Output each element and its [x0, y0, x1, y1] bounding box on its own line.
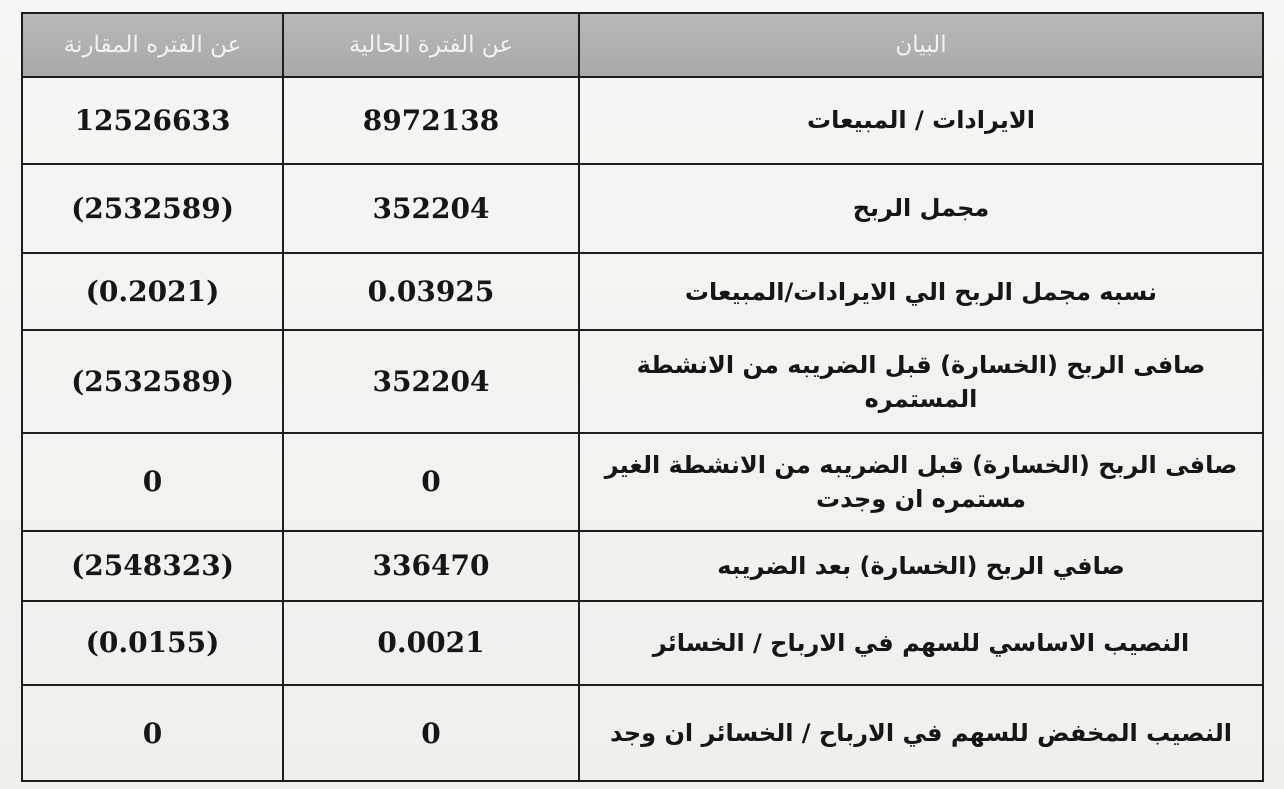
table-row: [22, 164, 1263, 254]
current-value-cell: 8972138: [283, 77, 579, 164]
header-current-period: عن الفترة الحالية: [283, 13, 579, 77]
comparative-value-cell: 0: [22, 433, 283, 531]
current-value-cell: 336470: [283, 531, 579, 601]
current-value-cell: 0.0021: [283, 601, 579, 685]
comparative-value-cell: (0.0155): [22, 601, 283, 685]
table-row: [22, 433, 1263, 531]
header-comparative-period: عن الفتره المقارنة: [22, 13, 283, 77]
comparative-value-cell: (2548323): [22, 531, 283, 601]
description-cell: نسبه مجمل الربح الي الايرادات/المبيعات: [579, 253, 1263, 330]
table-row: [22, 531, 1263, 601]
current-value-cell: 352204: [283, 330, 579, 432]
description-cell: صافي الربح (الخسارة) بعد الضريبه: [579, 531, 1263, 601]
table-row: [22, 77, 1263, 164]
current-value-cell: 352204: [283, 164, 579, 254]
comparative-value-cell: 0: [22, 685, 283, 781]
financial-summary-table: [21, 12, 1264, 782]
description-cell: مجمل الربح: [579, 164, 1263, 254]
description-cell: صافى الربح (الخسارة) قبل الضريبه من الانشطة المستمره: [579, 330, 1263, 432]
table-row: [22, 601, 1263, 685]
current-value-cell: 0: [283, 685, 579, 781]
header-description: البيان: [579, 13, 1263, 77]
table-row: [22, 685, 1263, 781]
comparative-value-cell: (2532589): [22, 330, 283, 432]
header-row: [22, 13, 1263, 77]
current-value-cell: 0.03925: [283, 253, 579, 330]
description-cell: النصيب الاساسي للسهم في الارباح / الخسائر: [579, 601, 1263, 685]
comparative-value-cell: (2532589): [22, 164, 283, 254]
description-cell: الايرادات / المبيعات: [579, 77, 1263, 164]
table-row: [22, 253, 1263, 330]
table-body: [22, 77, 1263, 781]
description-cell: النصيب المخفض للسهم في الارباح / الخسائر ان وجد: [579, 685, 1263, 781]
comparative-value-cell: (0.2021): [22, 253, 283, 330]
comparative-value-cell: 12526633: [22, 77, 283, 164]
current-value-cell: 0: [283, 433, 579, 531]
table-row: [22, 330, 1263, 432]
table-header: [22, 13, 1263, 77]
description-cell: صافى الربح (الخسارة) قبل الضريبه من الانشطة الغير مستمره ان وجدت: [579, 433, 1263, 531]
